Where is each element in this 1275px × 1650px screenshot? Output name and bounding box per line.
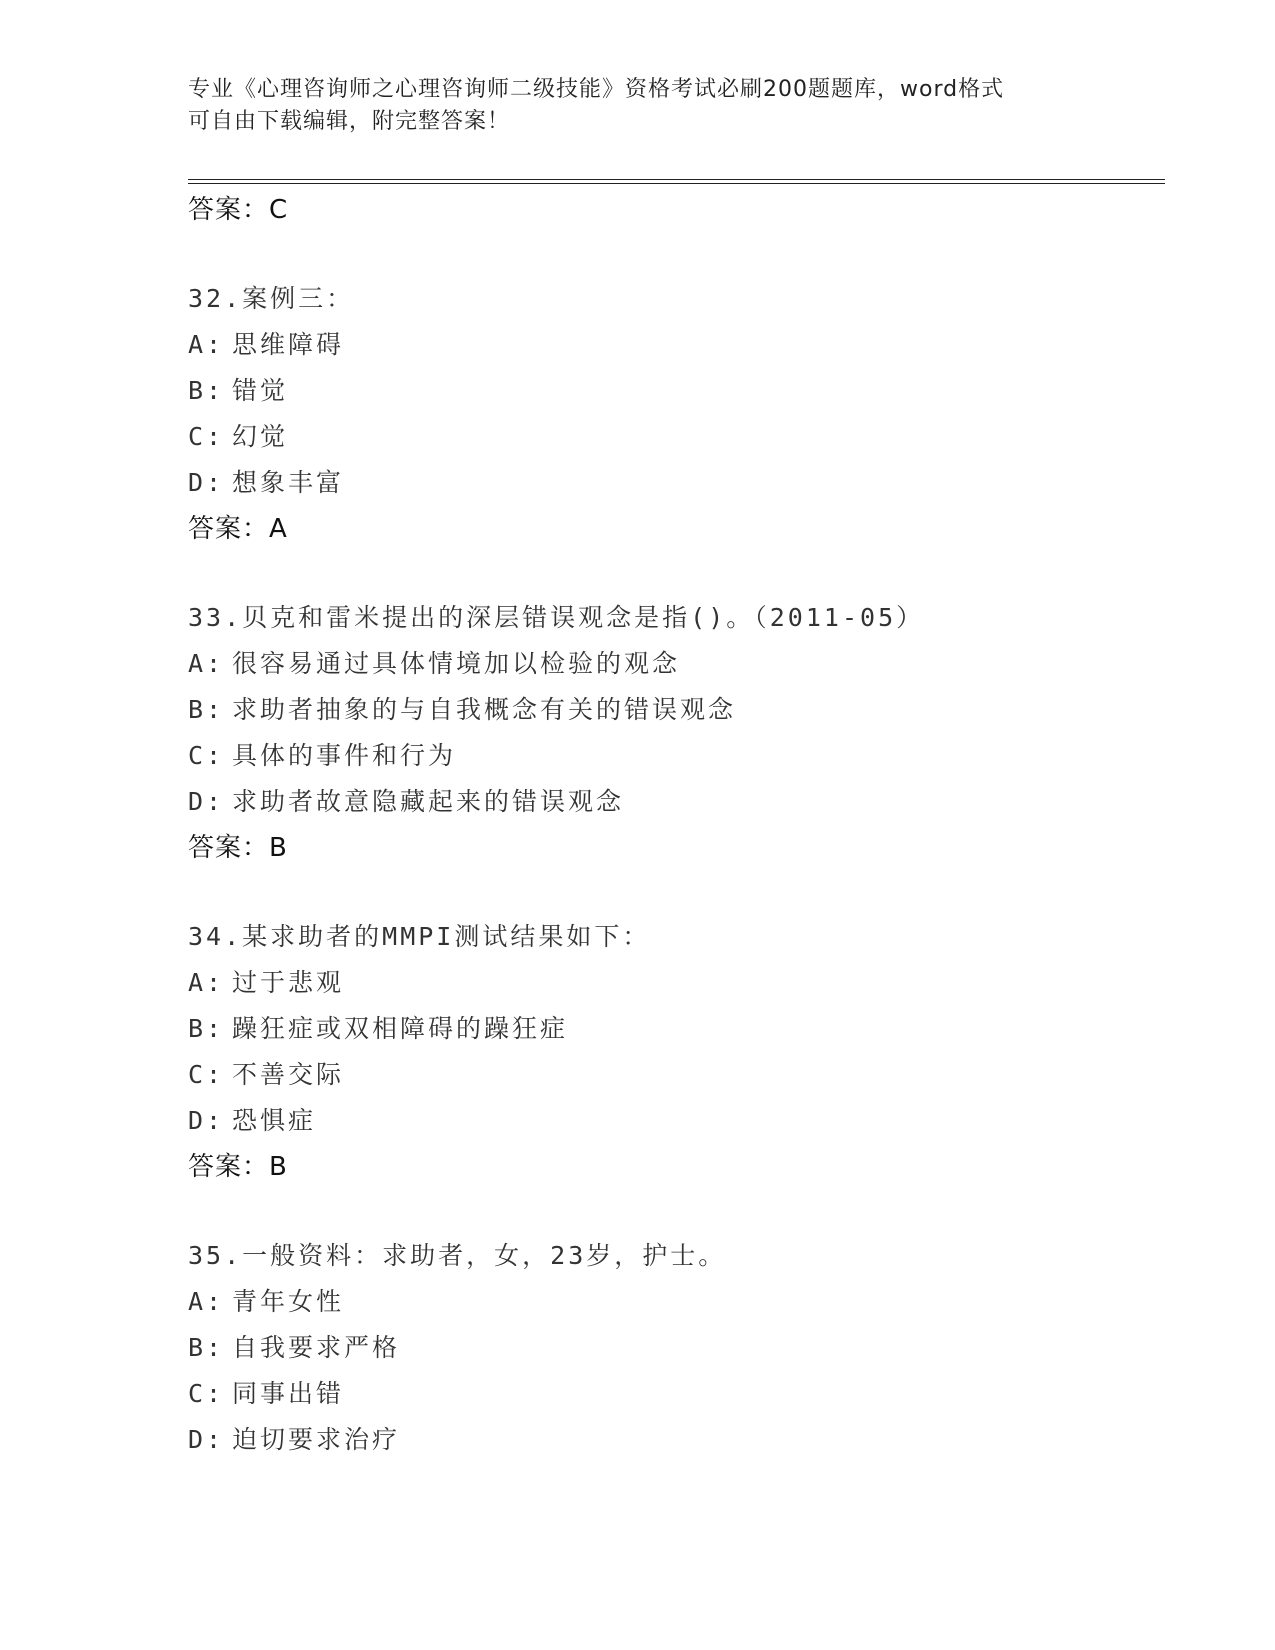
answer-label: 答案：B bbox=[188, 1152, 288, 1182]
option-letter: C: bbox=[188, 741, 225, 770]
option-letter: B: bbox=[188, 1333, 225, 1362]
header-line-1: 专业《心理咨询师之心理咨询师二级技能》资格考试必刷200题题库，word格式 bbox=[188, 77, 1005, 102]
question-34 bbox=[188, 914, 1168, 1190]
option-letter: A: bbox=[188, 649, 225, 678]
option-text: 想象丰富 bbox=[232, 468, 345, 497]
option-letter: D: bbox=[188, 1425, 225, 1454]
option-b bbox=[188, 368, 1168, 414]
option-d bbox=[188, 1417, 1168, 1463]
option-letter: C: bbox=[188, 1379, 225, 1408]
option-letter: A: bbox=[188, 968, 225, 997]
answer-label: 答案：C bbox=[188, 195, 289, 225]
option-b bbox=[188, 1006, 1168, 1052]
option-text: 自我要求严格 bbox=[232, 1333, 401, 1362]
header-line-2: 可自由下载编辑，附完整答案！ bbox=[188, 109, 511, 134]
option-text: 幻觉 bbox=[232, 422, 289, 451]
option-c bbox=[188, 1371, 1168, 1417]
option-d bbox=[188, 1098, 1168, 1144]
option-c bbox=[188, 1052, 1168, 1098]
option-a bbox=[188, 641, 1168, 687]
header-divider-top bbox=[188, 179, 1165, 180]
option-c bbox=[188, 733, 1168, 779]
answer-label: 答案：A bbox=[188, 514, 288, 544]
previous-answer-block bbox=[188, 187, 1168, 233]
option-text: 迫切要求治疗 bbox=[232, 1425, 401, 1454]
option-text: 错觉 bbox=[232, 376, 289, 405]
option-letter: C: bbox=[188, 1060, 225, 1089]
option-text: 求助者故意隐藏起来的错误观念 bbox=[232, 787, 625, 816]
question-stem: 34.某求助者的MMPI测试结果如下： bbox=[188, 922, 651, 951]
answer-label: 答案：B bbox=[188, 833, 288, 863]
option-a bbox=[188, 960, 1168, 1006]
option-text: 不善交际 bbox=[232, 1060, 345, 1089]
option-text: 很容易通过具体情境加以检验的观念 bbox=[232, 649, 681, 678]
option-letter: B: bbox=[188, 1014, 225, 1043]
option-letter: D: bbox=[188, 1106, 225, 1135]
question-32 bbox=[188, 276, 1168, 552]
option-letter: B: bbox=[188, 695, 225, 724]
option-text: 思维障碍 bbox=[232, 330, 345, 359]
option-letter: D: bbox=[188, 468, 225, 497]
option-b bbox=[188, 687, 1168, 733]
option-letter: C: bbox=[188, 422, 225, 451]
question-33 bbox=[188, 595, 1168, 871]
option-a bbox=[188, 1279, 1168, 1325]
question-stem: 33.贝克和雷米提出的深层错误观念是指()。（2011-05） bbox=[188, 603, 925, 632]
option-letter: D: bbox=[188, 787, 225, 816]
option-text: 同事出错 bbox=[232, 1379, 345, 1408]
option-text: 具体的事件和行为 bbox=[232, 741, 457, 770]
option-text: 恐惧症 bbox=[232, 1106, 317, 1135]
document-header bbox=[188, 74, 1088, 138]
option-d bbox=[188, 460, 1168, 506]
option-text: 求助者抽象的与自我概念有关的错误观念 bbox=[232, 695, 737, 724]
option-text: 青年女性 bbox=[232, 1287, 345, 1316]
option-letter: A: bbox=[188, 1287, 225, 1316]
option-text: 过于悲观 bbox=[232, 968, 345, 997]
question-stem: 32.案例三： bbox=[188, 284, 355, 313]
option-a bbox=[188, 322, 1168, 368]
option-d bbox=[188, 779, 1168, 825]
option-text: 躁狂症或双相障碍的躁狂症 bbox=[232, 1014, 569, 1043]
question-stem: 35.一般资料：求助者，女，23岁，护士。 bbox=[188, 1241, 727, 1270]
option-letter: B: bbox=[188, 376, 225, 405]
option-c bbox=[188, 414, 1168, 460]
question-35 bbox=[188, 1233, 1168, 1463]
option-b bbox=[188, 1325, 1168, 1371]
header-divider-bottom bbox=[188, 183, 1165, 184]
option-letter: A: bbox=[188, 330, 225, 359]
